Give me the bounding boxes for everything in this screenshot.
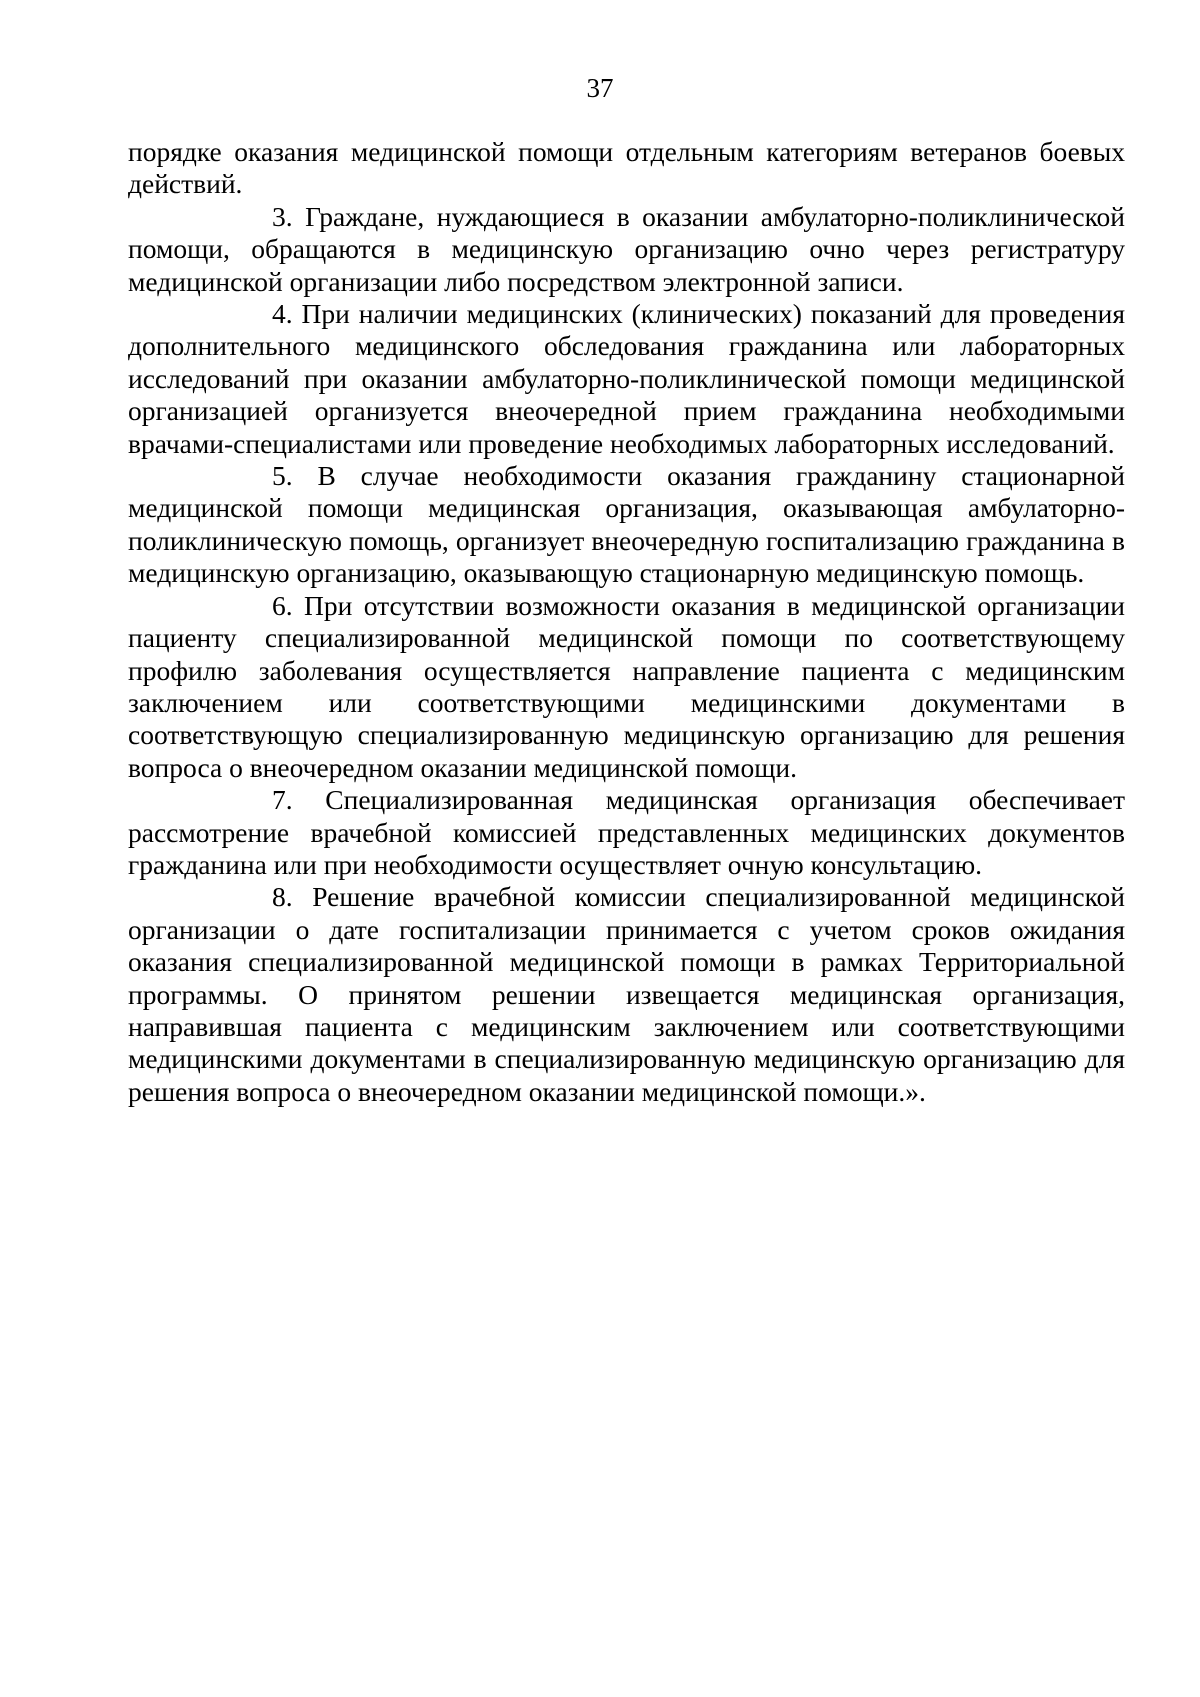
paragraph-text: Решение врачебной комиссии специализированной медицинской организации о дате госпитализации принимается с учетом сроков ожидания оказания специализированной медицинской помощи в рамках Территориальной программы. О принятом решении извещается медицинская организация, направившая пациента с медицинским заключением или соответствующими медицинскими документами в специализированную медицинскую организацию для решения вопроса о внеочередном оказании медицинской помощи.». <box>128 881 1125 1107</box>
paragraph-text: При отсутствии возможности оказания в медицинской организации пациенту специализированной медицинской помощи по соответствующему профилю заболевания осуществляется направление пациента с медицинским заключением или соответствующими медицинскими документами в соответствующую специализированную медицинскую организацию для решения вопроса о внеочередном оказании медицинской помощи. <box>128 589 1125 783</box>
paragraph-number: 5. <box>272 460 293 492</box>
paragraph-item-6 <box>128 590 1125 784</box>
paragraph-text: В случае необходимости оказания гражданину стационарной медицинской помощи медицинская организация, оказывающая амбулаторно-поликлиническую помощь, организует внеочередную госпитализацию гражданина в медицинскую организацию, оказывающую стационарную медицинскую помощь. <box>128 460 1125 589</box>
paragraph-item-7 <box>128 784 1125 881</box>
paragraph-continuation <box>128 136 1125 201</box>
paragraph-number: 6. <box>272 589 293 621</box>
paragraph-text: При наличии медицинских (клинических) показаний для проведения дополнительного медицинского обследования гражданина или лабораторных исследований при оказании амбулаторно-поликлинической помощи медицинской организацией организуется внеочередной прием гражданина необходимыми врачами-специалистами или проведение необходимых лабораторных исследований. <box>128 298 1126 459</box>
page-number: 37 <box>586 73 614 103</box>
document-body <box>128 136 1125 1108</box>
paragraph-item-8 <box>128 881 1125 1108</box>
paragraph-item-5 <box>128 460 1125 590</box>
paragraph-text: Граждане, нуждающиеся в оказании амбулаторно-поликлинической помощи, обращаются в медицинскую организацию очно через регистратуру медицинской организации либо посредством электронной записи. <box>128 200 1126 297</box>
paragraph-number: 3. <box>272 200 293 232</box>
paragraph-number: 4. <box>272 298 293 330</box>
paragraph-number: 8. <box>272 881 293 913</box>
paragraph-text: Специализированная медицинская организация обеспечивает рассмотрение врачебной комиссией представленных медицинских документов гражданина или при необходимости осуществляет очную консультацию. <box>128 784 1126 880</box>
paragraph-item-3 <box>128 201 1125 298</box>
paragraph-text: порядке оказания медицинской помощи отдельным категориям ветеранов боевых действий. <box>128 136 1125 200</box>
paragraph-number: 7. <box>272 784 293 816</box>
paragraph-item-4 <box>128 298 1125 460</box>
